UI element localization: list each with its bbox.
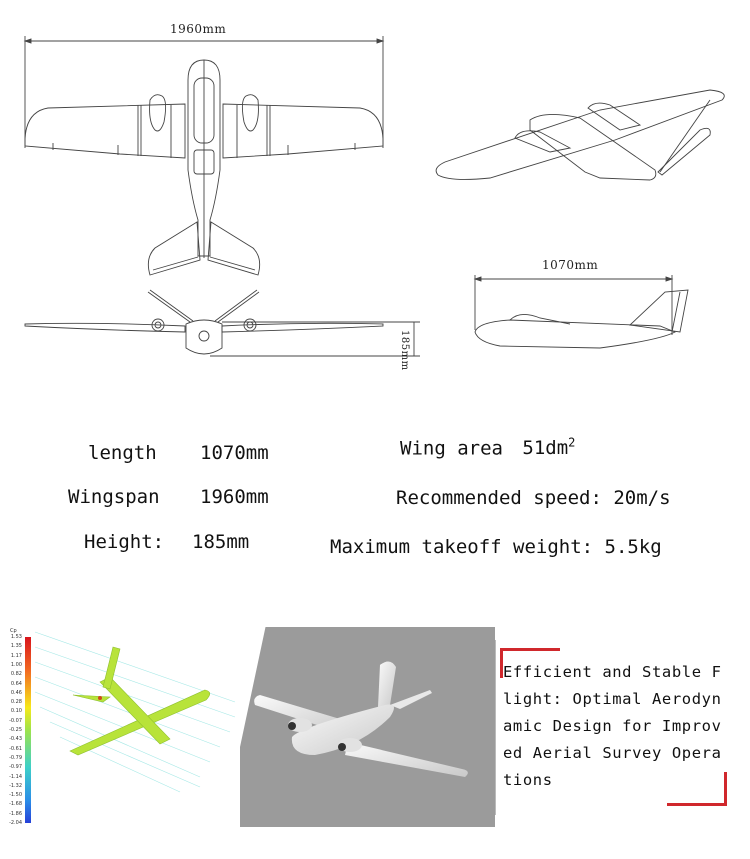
colorbar-tick-label: -0.61: [9, 745, 22, 752]
colorbar-tick-label: 0.10: [10, 708, 22, 715]
caption-line: Efficient and Stable F: [503, 663, 722, 681]
spec-wing-area-value: $51dm^2$: [522, 436, 576, 460]
caption-line: light: Optimal Aerodyn: [503, 690, 722, 708]
wingspan-dimension-label: 1960mm: [170, 22, 227, 36]
colorbar-tick-label: -1.32: [9, 782, 22, 789]
colorbar-tick-label: -0.97: [9, 764, 22, 771]
colorbar-tick-label: -0.07: [9, 717, 22, 724]
colorbar-tick-label: 0.64: [10, 680, 22, 687]
caption-corner-top-left: [500, 648, 560, 651]
colorbar-tick-label: 1.53: [10, 634, 22, 640]
length-dimension-label: 1070mm: [542, 258, 599, 272]
specs-block: [0, 430, 750, 570]
caption-line: tions: [503, 771, 553, 789]
spec-wing-area: [400, 436, 575, 459]
top-view-svg: [0, 0, 400, 290]
colorbar-title: Cp: [10, 628, 17, 634]
aircraft-render-image: [240, 627, 495, 827]
spec-height-value: 185mm: [192, 531, 250, 553]
front-view-svg: [0, 280, 440, 380]
height-dimension-label: 185mm: [399, 330, 410, 371]
colorbar-tick-label: -1.14: [9, 773, 22, 780]
colorbar-tick-label: -0.25: [9, 727, 22, 733]
colorbar-tick-label: -2.04: [9, 820, 22, 826]
spec-wingspan-label: Wingspan: [68, 486, 160, 508]
cfd-plane-svg: [0, 627, 248, 827]
top-view-drawing: [0, 0, 400, 290]
colorbar-tick-label: 1.00: [10, 661, 22, 668]
perspective-view-svg: [400, 50, 750, 200]
feature-caption: [500, 648, 735, 808]
caption-text: [503, 659, 728, 794]
spec-height-label: Height:: [84, 531, 165, 553]
colorbar-tick-label: -0.79: [9, 754, 22, 761]
cfd-simulation-image: [0, 627, 248, 827]
perspective-view-drawing: [400, 50, 750, 200]
caption-divider: [495, 640, 496, 815]
colorbar-tick-label: -1.68: [9, 801, 22, 808]
colorbar-tick-label: 0.46: [10, 689, 22, 696]
render-plane-svg: [240, 627, 495, 827]
colorbar-tick-label: -1.86: [9, 810, 22, 817]
caption-line: ed Aerial Survey Opera: [503, 744, 722, 762]
spec-wingspan-value: 1960mm: [200, 486, 269, 508]
spec-max-takeoff-weight: Maximum takeoff weight: 5.5kg: [330, 536, 662, 558]
colorbar-tick-label: 1.17: [10, 652, 22, 659]
caption-line: amic Design for Improv: [503, 717, 722, 735]
colorbar-tick-label: 0.28: [10, 699, 22, 706]
colorbar-tick-label: -0.43: [9, 736, 22, 743]
spec-length-value: 1070mm: [200, 442, 269, 464]
front-view-drawing: [0, 280, 440, 380]
colorbar-tick-label: 0.82: [10, 671, 22, 678]
colorbar-tick-label: -1.50: [9, 792, 22, 799]
spec-recommended-speed: Recommended speed: 20m/s: [396, 487, 671, 509]
colorbar-tick-label: 1.35: [10, 643, 22, 650]
spec-wing-area-label: Wing area: [400, 437, 503, 460]
side-view-drawing: [460, 250, 710, 370]
spec-length-label: length: [88, 442, 157, 464]
caption-corner-bottom-right: [667, 803, 727, 806]
